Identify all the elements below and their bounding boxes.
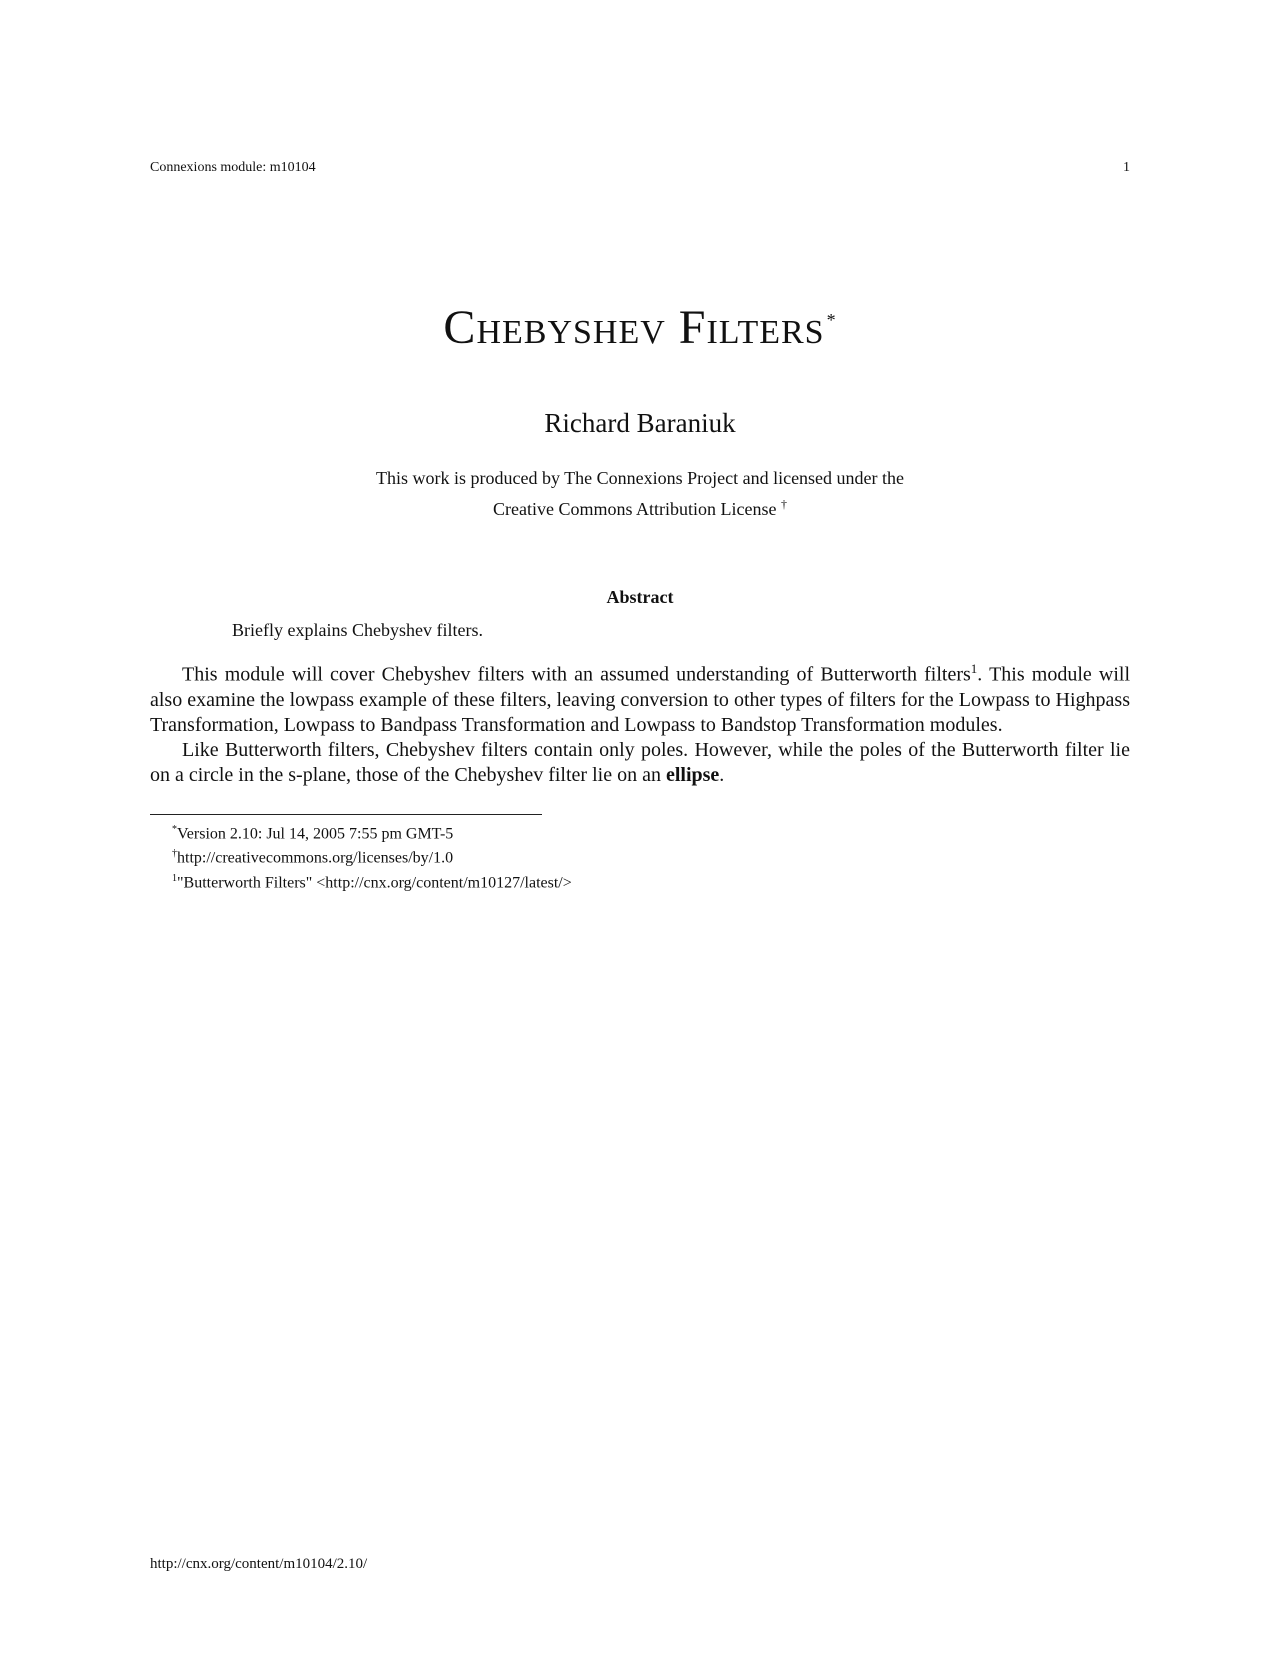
paragraph-1-text: This module will cover Chebyshev filters with an assumed understanding of Butterworth filters — [182, 663, 971, 686]
footnote-marker: † — [172, 848, 177, 860]
paragraph-2 — [150, 738, 1130, 788]
license-line-1: This work is produced by The Connexions Project and licensed under the — [375, 468, 905, 488]
author-name: Richard Baraniuk — [544, 408, 736, 438]
ellipse-term: ellipse — [665, 763, 720, 786]
footnote-link[interactable]: http://creativecommons.org/licenses/by/1.0 — [177, 849, 454, 867]
footnote-link[interactable]: "Butterworth Filters" <http://cnx.org/content/m10127/latest/> — [177, 873, 572, 891]
footnote-license-url — [172, 844, 572, 868]
paragraph-1 — [150, 656, 1130, 738]
body-text — [150, 656, 1130, 788]
abstract-heading: Abstract — [606, 587, 674, 607]
abstract-text: Briefly explains Chebyshev filters. — [232, 620, 483, 640]
page-number: 1 — [1123, 160, 1130, 175]
document-title — [0, 300, 1280, 355]
license-name: Creative Commons Attribution License — [493, 499, 777, 519]
footer-url[interactable]: http://cnx.org/content/m10104/2.10/ — [150, 1556, 368, 1572]
paragraph-2-text: Like Butterworth filters, Chebyshev filters contain only poles. However, while the poles of the Butterworth filter lie on a circle in the s-plane, those of the Chebyshev filter lie on an — [150, 738, 1130, 786]
footnote-marker: * — [172, 824, 177, 835]
module-label: Connexions module: m10104 — [150, 160, 316, 175]
footnote-rule — [150, 814, 542, 815]
paragraph-2-end: . — [719, 763, 725, 786]
paragraph-1-continuation: . This module will also examine the lowpass example of these filters, leaving conversion to other types of filters for the Lowpass to Highpass Transformation, Lowpass to Bandpass Transformation and Lowpass to Bandstop Transformation modules. — [150, 663, 1130, 736]
footnote-butterworth — [172, 869, 572, 893]
footnote-marker: 1 — [172, 872, 177, 884]
butterworth-footnote-marker: 1 — [970, 661, 978, 676]
license-line-2 — [0, 491, 1280, 522]
footnotes — [172, 820, 572, 893]
title-text: Chebyshev Filters — [443, 301, 825, 354]
footnote-text: Version 2.10: Jul 14, 2005 7:55 pm GMT-5 — [177, 825, 454, 843]
title-footnote-marker: * — [826, 310, 837, 330]
license-notice — [0, 465, 1280, 522]
license-footnote-marker: † — [780, 497, 787, 511]
footnote-version — [172, 820, 572, 844]
